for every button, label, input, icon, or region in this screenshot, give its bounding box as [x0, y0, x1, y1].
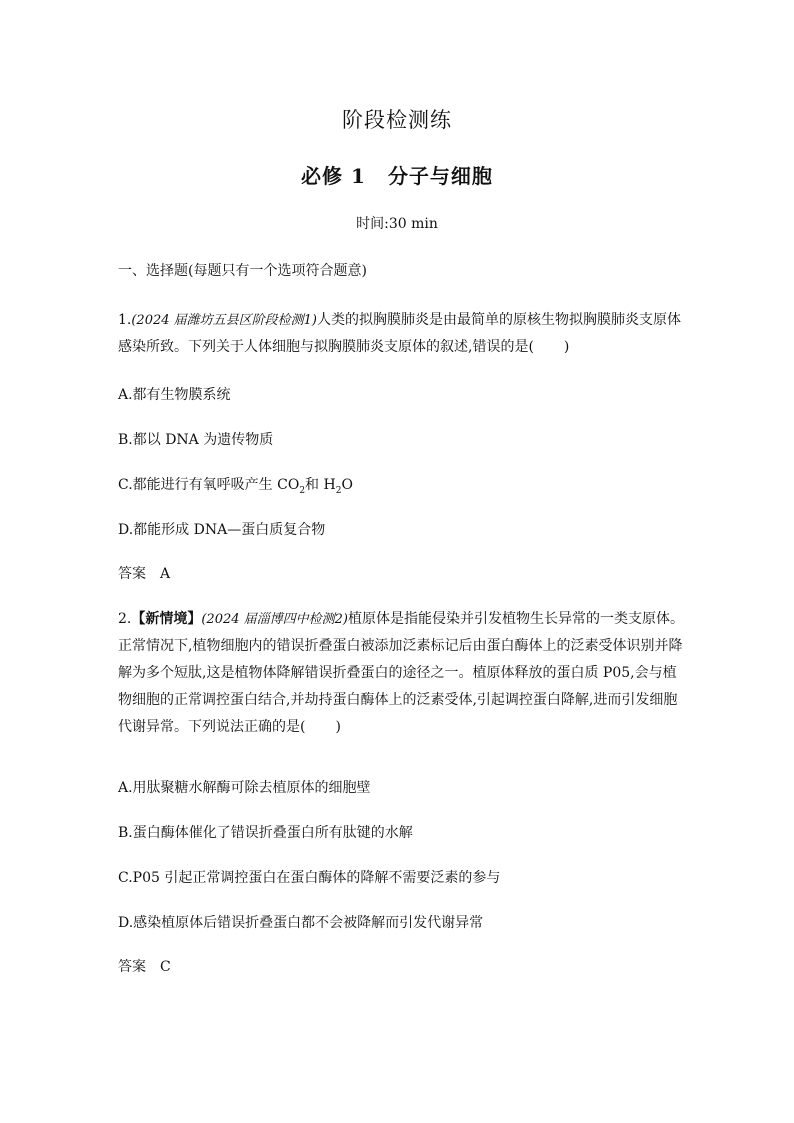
question-1-option-c: [118, 472, 684, 505]
question-text: 人类的拟胸膜肺炎是由最简单的原核生物拟胸膜肺炎支原体感染所致。下列关于人体细胞与拟胸膜肺炎支原体的叙述,错误的是(: [118, 312, 681, 355]
option-c-text-end: O: [341, 477, 353, 493]
question-text: 植原体是指能侵染并引发植物生长异常的一类支原体。正常情况下,植物细胞内的错误折叠蛋白被添加泛素标记后由蛋白酶体上的泛素受体识别并降解为多个短肽,这是植物体降解错误折叠蛋白的途径之一。植原体释放的蛋白质 P05,会与植物细胞的正常调控蛋白结合,并劫持蛋白酶体上的泛素受体,引起调控蛋白降解,进而引发细胞代谢异常。下列说法正确的是(: [118, 611, 684, 735]
question-tag: 【新情境】: [131, 611, 202, 627]
question-source: (2024 届淄博四中检测2): [201, 612, 348, 627]
question-number: 2.: [118, 611, 132, 627]
question-1-stem: [118, 307, 684, 361]
question-paren-close: ): [563, 339, 570, 355]
answer-value: C: [160, 959, 171, 975]
answer-label: 答案: [118, 566, 146, 582]
question-2-answer: [118, 954, 684, 981]
subtitle-topic: 分子与细胞: [387, 164, 493, 188]
question-paren-close: ): [335, 719, 341, 735]
question-2-option-a: A.用肽聚糖水解酶可除去植原体的细胞壁: [118, 780, 371, 796]
page-title: 阶段检测练: [342, 108, 452, 132]
subscript-2: 2: [299, 485, 306, 496]
question-source: (2024 届潍坊五县区阶段检测1): [131, 313, 317, 328]
answer-value: A: [160, 566, 171, 582]
question-1-option-a: A.都有生物膜系统: [118, 387, 231, 403]
page-subtitle: [0, 160, 794, 189]
question-number: 1.: [118, 312, 132, 328]
subtitle-module: 必修 1: [301, 164, 366, 188]
question-1-answer: [118, 561, 684, 588]
question-1-option-d: D.都能形成 DNA—蛋白质复合物: [118, 522, 326, 538]
question-2-option-d: D.感染植原体后错误折叠蛋白都不会被降解而引发代谢异常: [118, 915, 484, 931]
time-limit: 时间:30 min: [356, 216, 438, 232]
section-heading: 一、选择题(每题只有一个选项符合题意): [118, 263, 367, 279]
option-c-text-mid: 和 H: [305, 477, 336, 493]
question-2-option-b: B.蛋白酶体催化了错误折叠蛋白所有肽键的水解: [118, 825, 413, 841]
answer-label: 答案: [118, 959, 146, 975]
question-1-option-b: B.都以 DNA 为遗传物质: [118, 432, 274, 448]
question-2-stem: [118, 606, 684, 741]
question-2-option-c: C.P05 引起正常调控蛋白在蛋白酶体的降解不需要泛素的参与: [118, 870, 501, 886]
subscript-2: 2: [335, 485, 342, 496]
option-c-text: C.都能进行有氧呼吸产生 CO: [118, 477, 300, 493]
